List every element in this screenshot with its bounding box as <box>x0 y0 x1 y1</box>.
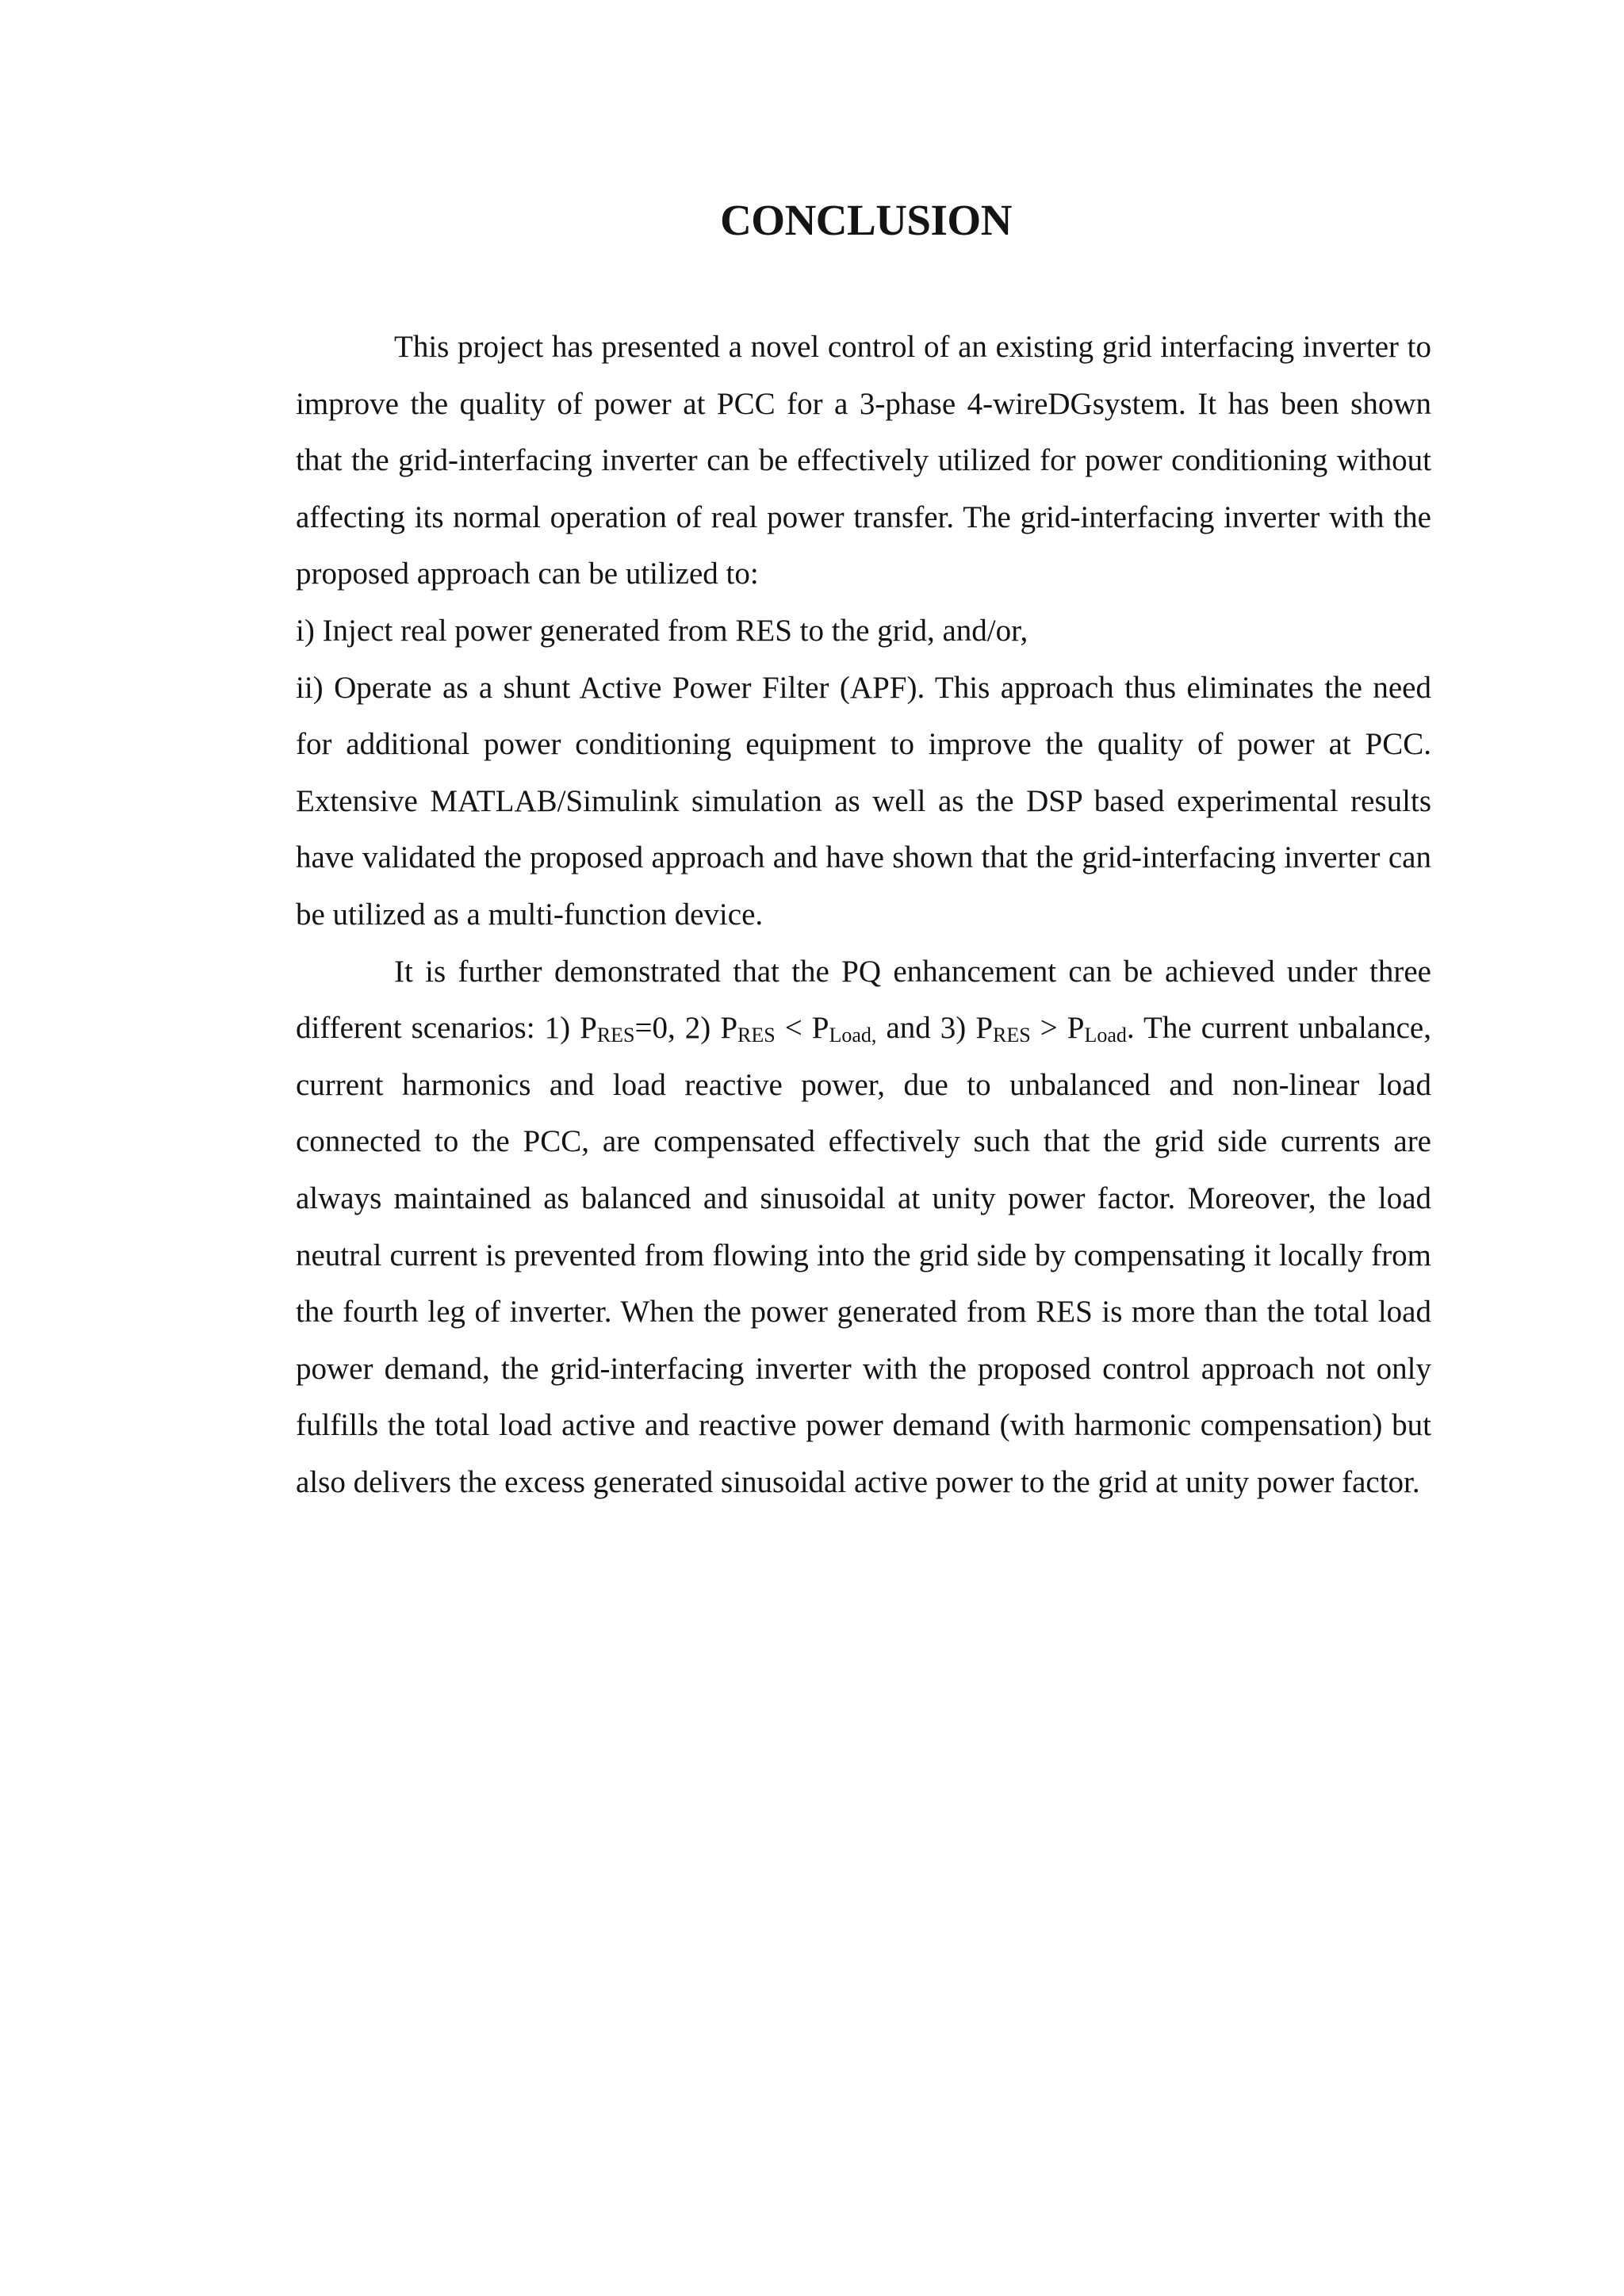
scenarios-text-1: =0, 2) P <box>634 1011 738 1046</box>
scenarios-lead-text: It is further demonstrated that the PQ enhancement can be achieved under three different scenarios: 1) P <box>296 954 1431 1046</box>
scenarios-text-2: < P <box>775 1011 829 1046</box>
subscript-res: RES <box>596 1024 635 1047</box>
scenarios-text-3: and 3) P <box>876 1011 994 1046</box>
subscript-load: Load <box>1084 1024 1127 1047</box>
subscript-res: RES <box>737 1024 776 1047</box>
scenarios-text-4: > P <box>1030 1011 1085 1046</box>
list-item-shunt-apf: ii) Operate as a shunt Active Power Filter (APF). This approach thus eliminates the need for additional power conditioning equipment to improve the quality of power at PCC. Extensive MATLAB/Simulink simulation as well as the DSP based experimental results have validated the proposed approach and have shown that the grid-interfacing inverter can be utilized as a multi-function device. <box>296 670 1431 932</box>
subscript-load: Load, <box>829 1024 877 1047</box>
paragraph-scenarios <box>296 943 1431 1511</box>
subscript-res: RES <box>993 1024 1031 1047</box>
conclusion-body <box>296 319 1431 1510</box>
paragraph-intro: This project has presented a novel control of an existing grid interfacing inverter to improve the quality of power at PCC for a 3-phase 4-wireDGsystem. It has been shown that the grid-interfacing inverter can be effectively utilized for power conditioning without affecting its normal operation of real power transfer. The grid-interfacing inverter with the proposed approach can be utilized to: <box>296 330 1431 591</box>
page-title: CONCLUSION <box>720 196 1012 244</box>
scenarios-tail-text: . The current unbalance, current harmonics and load reactive power, due to unbalanced and non-linear load connected to the PCC, are compensated effectively such that the grid side currents are always maintained as balanced and sinusoidal at unity power factor. Moreover, the load neutral current is prevented from flowing into the grid side by compensating it locally from the fourth leg of inverter. When the power generated from RES is more than the total load power demand, the grid-interfacing inverter with the proposed control approach not only fulfills the total load active and reactive power demand (with harmonic compensation) but also delivers the excess generated sinusoidal active power to the grid at unity power factor. <box>296 1011 1431 1499</box>
list-item-inject-power: i) Inject real power generated from RES to the grid, and/or, <box>296 613 1028 648</box>
